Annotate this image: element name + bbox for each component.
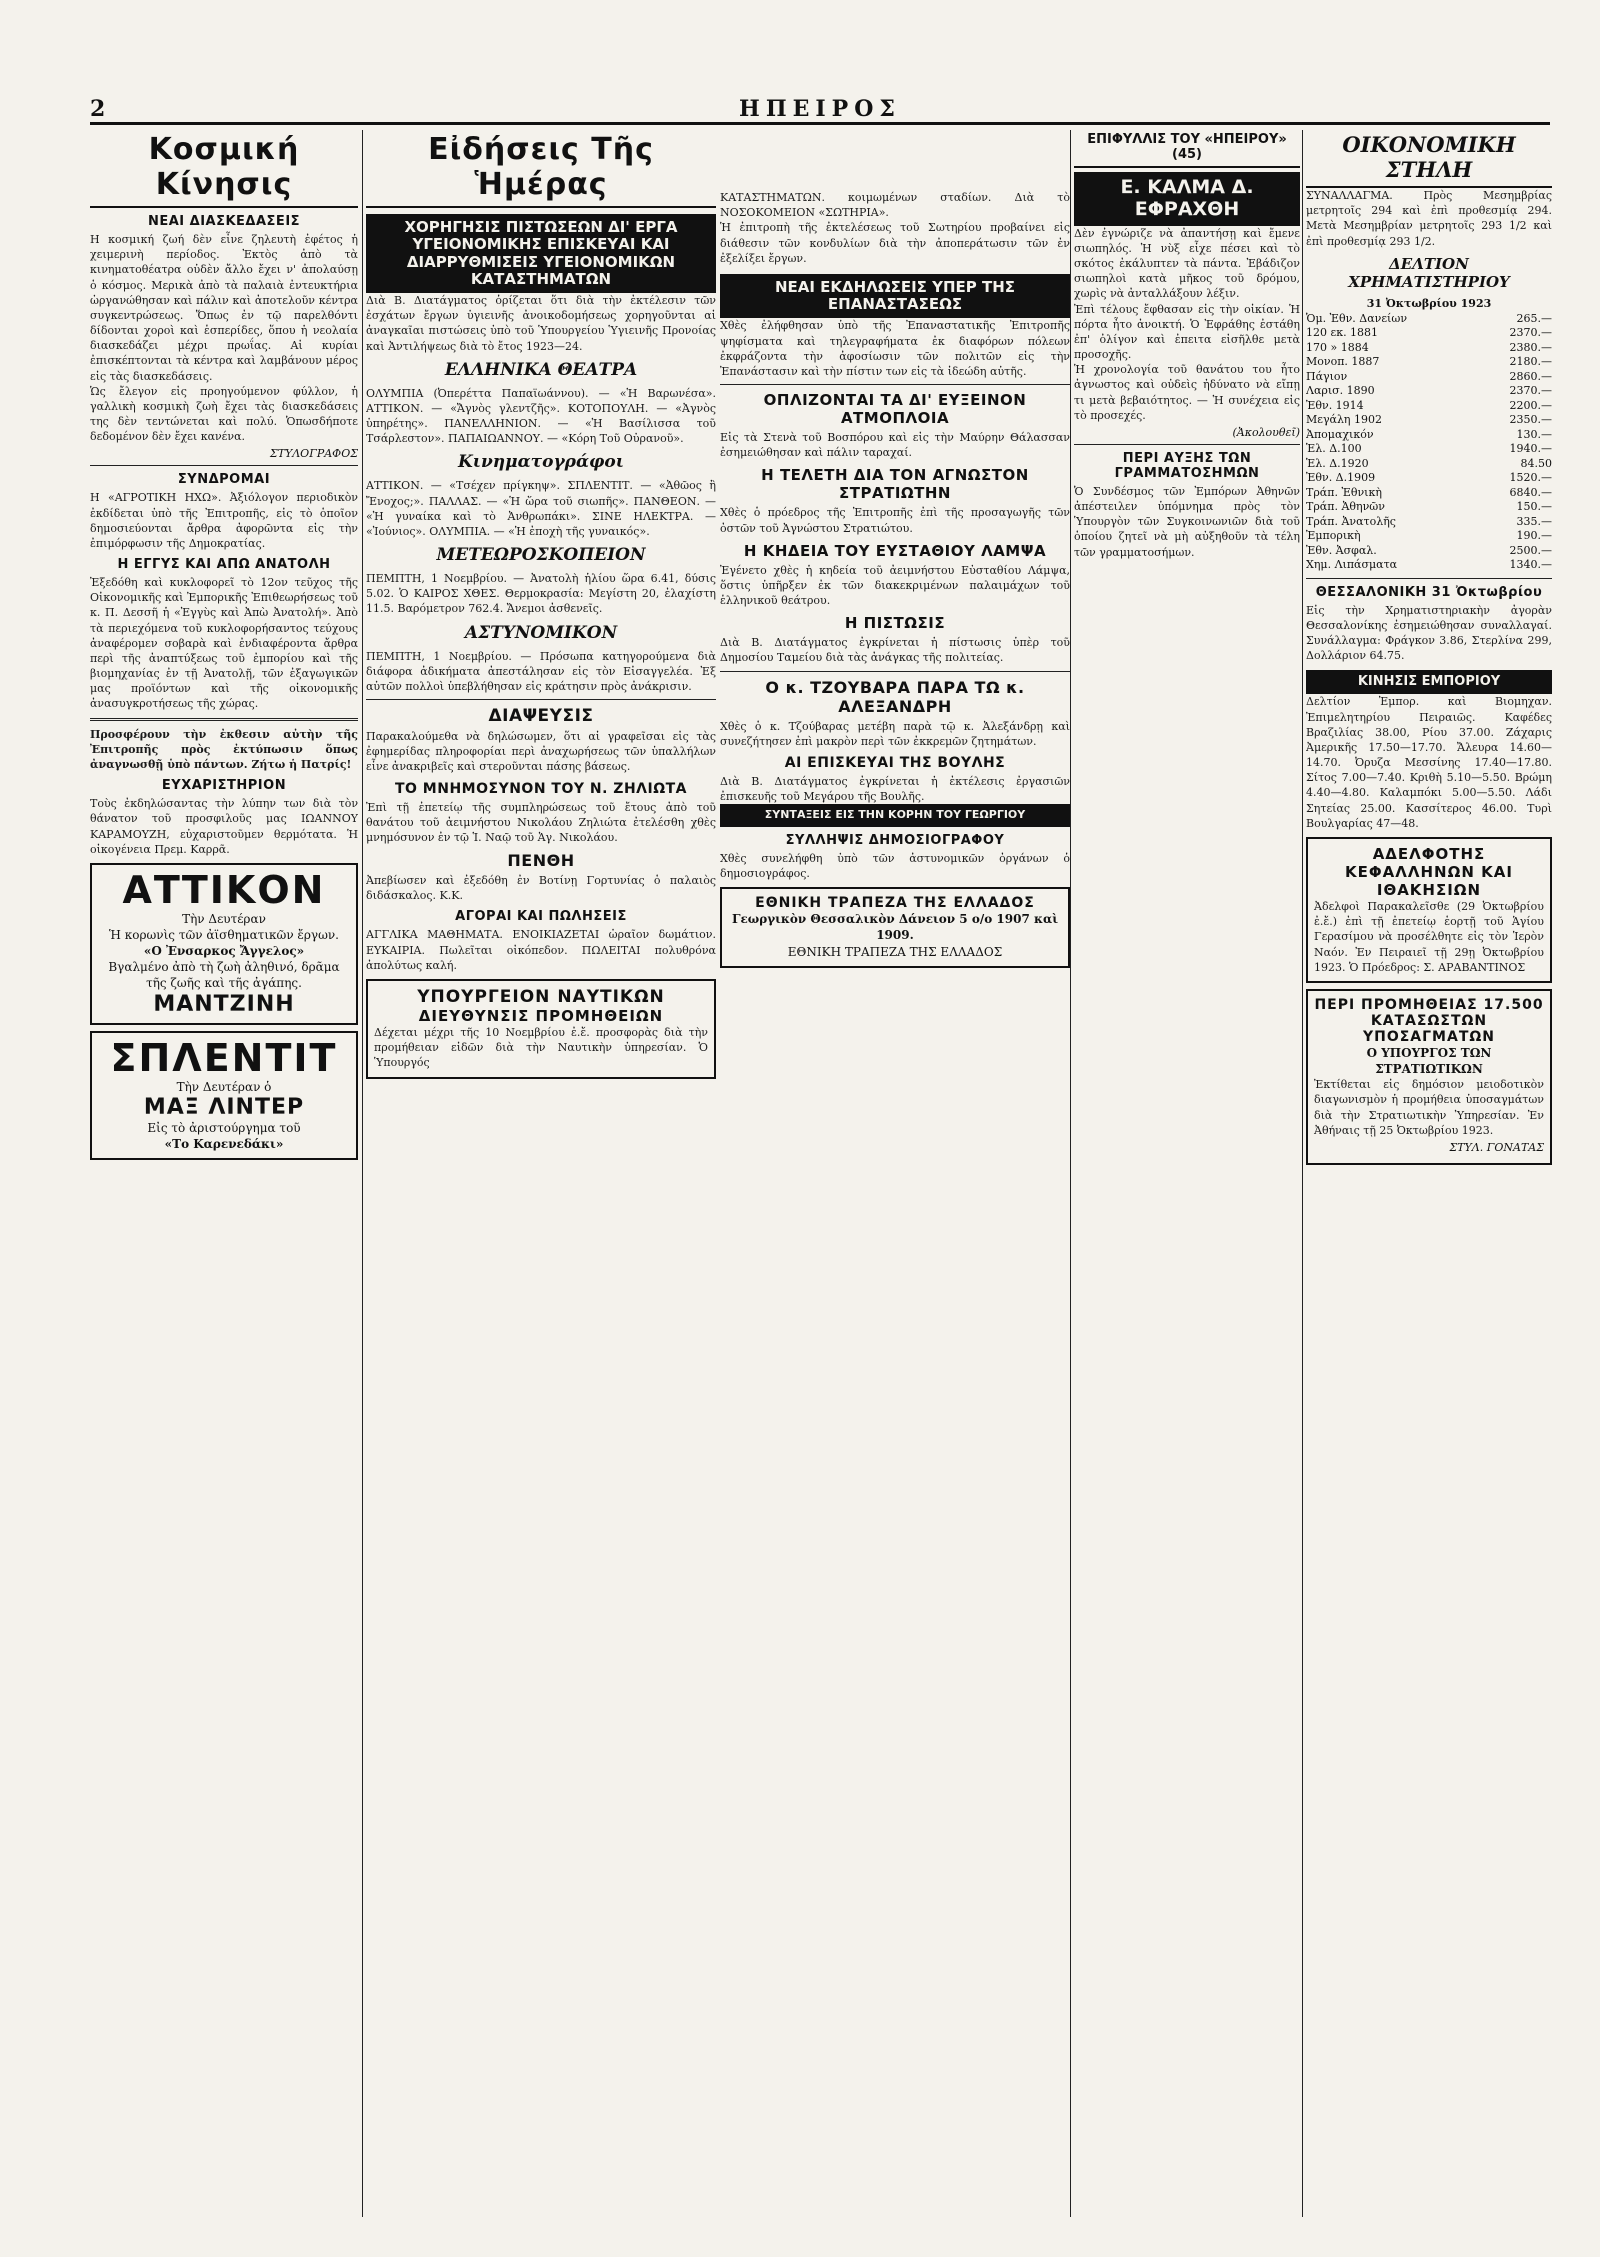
headline-box: ΣΥΝΤΑΞΕΙΣ ΕΙΣ ΤΗΝ ΚΟΡΗΝ ΤΟΥ ΓΕΩΡΓΙΟΥ [720, 804, 1070, 827]
column-divider [362, 130, 363, 2217]
article-text: Η «ΑΓΡΟΤΙΚΗ ΗΧΩ». Ἀξιόλογον περιοδικὸν ἐκδίδεται ὑπὸ τῆς Ἐπιτροπῆς, εἰς τὸ ὁποῖον δημοσιεύονται ἄρθρα ἀφορῶντα εἰς τὴν ἐπιμόρφωσιν τῆς Δημοκρατίας. [90, 491, 358, 550]
article-text: Χθὲς ἐλήφθησαν ὑπὸ τῆς Ἐπαναστατικῆς Ἐπιτροπῆς ψηφίσματα καὶ τηλεγραφήματα ἐκ διαφόρων πόλεων ἐκφράζοντα τὴν ἀφοσίωσιν τῶν πολιτῶν εἰς τὴν Ἐπανάστασιν καὶ τὴν πίστιν των εἰς τὰ ἰδεώδη αὐτῆς. [720, 319, 1070, 378]
subheading: ΠΕΝΘΗ [507, 851, 575, 871]
ad-title: ΕΘΝΙΚΗ ΤΡΑΠΕΖΑ ΤΗΣ ΕΛΛΑΔΟΣ [755, 895, 1035, 912]
article-text: Ὁ Συνδέσμος τῶν Ἐμπόρων Ἀθηνῶν ἀπέστειλεν ὑπόμνημα πρὸς τὸν Ὑπουργὸν τῶν Συγκοινωνιῶν διὰ τοῦ ὁποίου ζητεῖ νὰ μὴ αὐξηθοῦν τὰ τέλη τῶν γραμματοσήμων. [1074, 484, 1300, 559]
stock-name: Ἑλ. Δ.1920 [1306, 456, 1369, 470]
stock-row [1306, 442, 1552, 457]
ad-line: Γεωργικὸν Θεσσαλικὸν Δάνειον 5 ο/ο 1907 καὶ 1909. [731, 912, 1059, 943]
article-text: Η κοσμική ζωή δὲν εἶνε ζηλευτὴ ἐφέτος ἡ χειμερινὴ περίοδος. Ἐκτὸς ἀπὸ τὰ κινηματοθέατρα οὐδὲν ἄλλο ἔχει ν' ἀπολαύσῃ ὁ κόσμος. Μερικὰ ἀπὸ τὰ παλαιὰ ἐντευκτήρια ὡργανώθησαν καὶ πάλιν καὶ ἀποτελοῦν κέντρα συγκεντρώσεως. Ὅπως ἐν τῷ παρελθόντι δίδονται χοροὶ καὶ ἑσπερίδες, ὅπου ἡ νεολαία διασκεδάζει μέχρι πρωΐας. Αἱ κυρίαι ἐπισκέπτονται τὰ κέντρα καὶ λαμβάνουν μέρος εἰς τὰς διασκεδάσεις. [90, 233, 358, 383]
ad-title: ΣΠΛΕΝΤΙΤ [110, 1035, 338, 1080]
stock-row [1306, 529, 1552, 544]
divider [366, 699, 716, 700]
article-text: Ἐγένετο χθὲς ἡ κηδεία τοῦ ἀειμνήστου Εὐσταθίου Λάμψα, ὅστις ὑπῆρξεν ἐκ τῶν διακεκριμένων παλαιμάχων τοῦ ἑλληνικοῦ θεάτρου. [720, 563, 1070, 608]
stock-value: 1520.— [1509, 471, 1552, 485]
subheading: ΔΙΑΨΕΥΣΙΣ [488, 706, 594, 727]
stock-row [1306, 370, 1552, 385]
stock-value: 2180.— [1509, 355, 1552, 369]
ad-subtitle: Ο ΥΠΟΥΡΓΟΣ ΤΩΝ ΣΤΡΑΤΙΩΤΙΚΩΝ [1366, 1045, 1492, 1077]
ad-line: Εἰς τὸ ἀριστούργημα τοῦ [147, 1120, 301, 1135]
stock-row [1306, 355, 1552, 370]
stock-name: Μονοπ. 1887 [1306, 355, 1380, 369]
stock-name: 120 εκ. 1881 [1306, 326, 1379, 340]
subheading: ΜΕΤΕΩΡΟΣΚΟΠΕΙΟΝ [436, 545, 646, 566]
byline: ΣΤΥΛΟΓΡΑΦΟΣ [269, 447, 358, 461]
stock-row [1306, 457, 1552, 472]
subheading: ΑΓΟΡΑΙ ΚΑΙ ΠΩΛΗΣΕΙΣ [455, 909, 627, 925]
subheading: ΕΥΧΑΡΙΣΤΗΡΙΟΝ [161, 778, 287, 794]
subheading: ΕΛΛΗΝΙΚΑ ΘΕΑΤΡΑ [444, 359, 638, 380]
column-news-continued [720, 130, 1070, 2217]
subheading: ΠΕΡΙ ΑΥΞΗΣ ΤΩΝ ΓΡΑΜΜΑΤΟΣΗΜΩΝ [1114, 450, 1260, 481]
stock-value: 335.— [1516, 514, 1552, 528]
advertisement-procurement [1306, 989, 1552, 1165]
ad-line: Τὴν Δευτέραν ὁ [176, 1079, 272, 1094]
stock-row [1306, 399, 1552, 414]
stock-value: 1340.— [1509, 558, 1552, 572]
stock-name: Χημ. Λιπάσματα [1306, 558, 1398, 572]
serial-text: Δὲν ἐγνώριζε νὰ ἀπαντήσῃ καὶ ἔμενε σιωπηλός. Ἡ νὺξ εἶχε πέσει καὶ τὸ σκότος ἐκάλυπτεν τὰ πάντα. Ἐβάδιζον σιωπηλοὶ κατὰ μῆκος τοῦ δρόμου, χωρὶς νὰ ἀνταλλάξουν λέξιν. [1074, 226, 1300, 301]
article-text: Ἡ ἐπιτροπὴ τῆς ἐκτελέσεως τοῦ Σωτηρίου προβαίνει εἰς διάθεσιν τῶν κονδυλίων διὰ τὴν ἀποπεράτωσιν τῶν ἐν ἐξελίξει ἔργων. [720, 221, 1070, 265]
stock-name: Τράπ. Ἐθνικὴ [1306, 485, 1382, 499]
ad-text: Ἀδελφοὶ Παρακαλεῖσθε (29 Ὀκτωβρίου ἐ.ἔ.) ἐπὶ τῇ ἐπετείῳ ἑορτῇ τοῦ Ἁγίου Γερασίμου νὰ προσέλθητε εἰς τὸν Ἱερὸν Ναόν. Ἐν Πειραιεῖ τῇ 29ῃ Ὀκτωβρίου 1923. Ὁ Πρόεδρος: Σ. ΑΡΑΒΑΝΤΙΝΟΣ [1314, 899, 1544, 974]
ad-text: Ἐκτίθεται εἰς δημόσιον μειοδοτικὸν διαγωνισμὸν ἡ προμήθεια ὑποσαγμάτων διὰ τὴν Στρατιωτικὴν Ὑπηρεσίαν. Ἐν Ἀθήναις τῇ 25 Ὀκτωβρίου 1923. [1314, 1078, 1544, 1137]
serial-text: Ἡ χρονολογία τοῦ θανάτου του ἦτο ἀγνωστος καὶ οὐδεὶς ἠδύνατο νὰ εἴπῃ τι μετὰ βεβαιότητος. — Ἡ συνέχεια εἰς τὸ προσεχές. [1074, 363, 1300, 422]
article-text: Ἀπεβίωσεν καὶ ἐξεδόθη ἐν Βοτίνῃ Γορτυνίας ὁ παλαιὸς διδάσκαλος. Κ.Κ. [366, 874, 716, 903]
advertisement-splendid [90, 1031, 358, 1160]
divider [1074, 444, 1300, 445]
stock-value: 2370.— [1509, 384, 1552, 398]
headline: ΑΙ ΕΠΙΣΚΕΥΑΙ ΤΗΣ ΒΟΥΛΗΣ [784, 754, 1006, 771]
headline: ΟΠΛΙΖΟΝΤΑΙ ΤΑ ΔΙ' ΕΥΞΕΙΝΟΝ ΑΤΜΟΠΛΟΙΑ [763, 391, 1027, 428]
stock-value: 6840.— [1509, 485, 1552, 499]
section-title-news: Εἰδήσεις Τῆς Ἡμέρας [366, 130, 716, 208]
stock-row [1306, 500, 1552, 515]
page-number: 2 [90, 96, 106, 122]
article-text: Ἐπὶ τῇ ἐπετείῳ τῆς συμπληρώσεως τοῦ ἔτους ἀπὸ τοῦ θανάτου τοῦ ἀειμνήστου Νικολάου Ζηλιώτα ἐτελέσθη χθὲς μνημόσυνον ἐν τῷ Ἱ. Ναῷ τοῦ Ἁγ. Νικολάου. [366, 800, 716, 844]
article-text: Προσφέρουν τὴν ἐκθεσιν αὐτὴν τῆς Ἐπιτροπῆς πρὸς ἐκτύπωσιν ὅπως ἀναγνωσθῇ ὑπὸ πάντων. Ζήτω ἡ Πατρίς! [90, 727, 358, 771]
ad-line: Βγαλμένο ἀπὸ τὴ ζωὴ ἀληθινό, δρᾶμα τῆς ζωῆς καὶ τῆς ἀγάπης. [108, 960, 340, 991]
section-title-finance: ΟΙΚΟΝΟΜΙΚΗ ΣΤΗΛΗ [1306, 130, 1552, 188]
column-finance [1306, 130, 1552, 2217]
article-text: Διὰ Β. Διατάγματος ἐγκρίνεται ἡ ἐκτέλεσις ἐργασιῶν ἐπισκευῆς τοῦ Μεγάρου τῆς Βουλῆς. [720, 774, 1070, 804]
stock-value: 190.— [1516, 529, 1552, 543]
article-text: ΑΓΓΛΙΚΑ ΜΑΘΗΜΑΤΑ. ΕΝΟΙΚΙΑΖΕΤΑΙ ὡραῖον δωμάτιον. ΕΥΚΑΙΡΙΑ. Πωλεῖται οἰκόπεδον. ΠΩΛΕΙΤΑΙ πολυθρόνα ἀπολύτως καλή. [366, 928, 716, 972]
paper-name: ΗΠΕΙΡΟΣ [739, 96, 901, 122]
stock-name: 170 » 1884 [1306, 340, 1369, 354]
stock-name: Ἀπομαχικόν [1306, 427, 1374, 441]
divider [1306, 578, 1552, 579]
article-text: ΣΥΝΑΛΛΑΓΜΑ. Πρὸς Μεσημβρίας μετρητοῖς 294 καὶ ἐπὶ προθεσμίᾳ 294. Μετὰ Μεσημβρίαν μετρητοῖς 293 1/2 καὶ ἐπὶ προθεσμίᾳ 293 1/2. [1306, 189, 1552, 248]
stock-value: 2200.— [1509, 398, 1552, 412]
headline-box: ΧΟΡΗΓΗΣΙΣ ΠΙΣΤΩΣΕΩΝ ΔΙ' ΕΡΓΑ ΥΓΕΙΟΝΟΜΙΚΗΣ ΕΠΙΣΚΕΥΑΙ ΚΑΙ ΔΙΑΡΡΥΘΜΙΣΕΙΣ ΥΓΕΙΟΝΟΜΙΚΩΝ ΚΑΤΑΣΤΗΜΑΤΩΝ [366, 214, 716, 293]
ad-text: Δέχεται μέχρι τῆς 10 Νοεμβρίου ἐ.ἔ. προσφορὰς διὰ τὴν προμήθειαν εἰδῶν διὰ τὴν Ναυτικὴν ὑπηρεσίαν. Ὁ Ὑπουργός [374, 1025, 708, 1070]
stock-value: 150.— [1516, 500, 1552, 514]
divider [90, 465, 358, 466]
article-text: Χθὲς ὁ πρόεδρος τῆς Ἐπιτροπῆς ἐπὶ τῆς προσαγωγῆς τῶν ὀστῶν τοῦ Ἀγνώστου Στρατιώτου. [720, 506, 1070, 535]
stock-row [1306, 558, 1552, 573]
ad-title: ΑΔΕΛΦΟΤΗΣ ΚΕΦΑΛΛΗΝΩΝ ΚΑΙ ΙΘΑΚΗΣΙΩΝ [1345, 844, 1513, 899]
column-news [366, 130, 716, 2217]
ad-title: ΥΠΟΥΡΓΕΙΟΝ ΝΑΥΤΙΚΩΝ [417, 986, 665, 1007]
stock-value: 2380.— [1509, 340, 1552, 354]
ad-line: «Ο Ἐνσαρκος Ἄγγελος» [143, 944, 305, 959]
divider [720, 384, 1070, 385]
stock-name: Μεγάλη 1902 [1306, 413, 1383, 427]
stock-table [1306, 312, 1552, 573]
stock-value: 2370.— [1509, 326, 1552, 340]
advertisement-attikon [90, 863, 358, 1025]
article-text: ΠΕΜΠΤΗ, 1 Νοεμβρίου. — Πρόσωπα κατηγορούμενα διὰ διάφορα ἀδικήματα ἀπεστάλησαν εἰς τὸν Εἰσαγγελέα. Ἐξ αὐτῶν πολλοὶ ὑπεβλήθησαν εἰς κράτησιν πρὸς ἀνάκρισιν. [366, 649, 716, 693]
masthead [90, 96, 1550, 125]
article-text: Εἰς τὴν Χρηματιστηριακὴν ἀγορὰν Θεσσαλονίκης ἐσημειώθησαν συναλλαγαί. Συνάλλαγμα: Φράγκον 3.86, Στερλίνα 299, Δολλάριον 64.75. [1306, 603, 1552, 663]
bulletin-date: 31 Ὀκτωβρίου 1923 [1366, 296, 1492, 310]
stock-name: Λαρισ. 1890 [1306, 384, 1375, 398]
ad-title: ΑΤΤΙΚΟΝ [122, 867, 326, 912]
stock-name: Ἐθν. Ἀσφαλ. [1306, 543, 1377, 557]
article-text: Χθὲς ὁ κ. Τζούβαρας μετέβη παρὰ τῷ κ. Ἀλεξάνδρῃ καὶ συνεζήτησεν ἐπὶ μακρὸν περὶ τῶν ἐκκρεμῶν ζητημάτων. [720, 719, 1070, 748]
stock-row [1306, 486, 1552, 501]
article-text: ΑΤΤΙΚΟΝ. — «Τσέχεν πρίγκηψ». ΣΠΛΕΝΤΙΤ. — «Ἀθῶος ἢ Ἔνοχος;». ΠΑΛΛΑΣ. — «Ἡ ὥρα τοῦ σιωπῆς». ΠΑΝΘΕΟΝ. — «Ἡ γυναίκα καὶ τὸ Ἀνθρωπάκι». ΣΙΝΕ ΗΛΕΚΤΡΑ. — «Ἰούνιος». ΟΛΥΜΠΙΑ. — «Ἡ ἐποχὴ τῆς γυναικός». [366, 479, 716, 538]
serial-continues: (Ἀκολουθεῖ) [1232, 425, 1300, 439]
article-text: Δελτίον Ἐμπορ. καὶ Βιομηχαν. Ἐπιμελητηρίου Πειραιῶς. Καφέδες Βραζιλίας 38.00, Ρίου 37.00. Ζάχαρις Ἀμερικῆς 17.50—17.70. Ἄλευρα 14.60—14.70. Ὀρυζα Μεσσίνης 17.40—17.80. Σίτος 7.00—7.40. Κριθὴ 5.10—5.50. Βρώμη 4.40—4.80. Καλαμπόκι 5.00—5.50. Λάδι Σητείας 25.00. Κασσίτερος 46.00. Τυρὶ Βουλγαρίας 47—48. [1306, 695, 1552, 830]
article-text: Ἐξεδόθη καὶ κυκλοφορεῖ τὸ 12ον τεῦχος τῆς Οἰκονομικῆς καὶ Ἐμπορικῆς Ἐπιθεωρήσεως τοῦ κ. Π. Δεσσῆ ἡ «Ἐγγὺς καὶ Ἀπὼ Ἀνατολή». Ἀπὸ τὰ περιεχόμενα τοῦ κυκλοφορήσαντος τεύχους ἀναφέρομεν σοβαρὰ καὶ ἐνδιαφέροντα ἄρθρα περὶ τῆς ἀναπτύξεως τοῦ ἐμπορίου καὶ τῆς βιομηχανίας ἐν τῇ Ἀνατολῇ, τῶν ἐξαγωγικῶν μας προϊόντων καὶ τῆς οἰκονομικῆς ἀνασυγκροτήσεως τῆς χώρας. [90, 576, 358, 711]
stock-name: Ἐθν. Δ.1909 [1306, 471, 1376, 485]
advertisement-ministry [366, 979, 716, 1079]
subheading: Κινηματογράφοι [457, 452, 624, 473]
ad-star-name: ΜΑΞ ΛΙΝΤΕΡ [143, 1094, 305, 1120]
article-text: Χθὲς συνελήφθη ὑπὸ τῶν ἀστυνομικῶν ὀργάνων ὁ δημοσιογράφος. [720, 851, 1070, 881]
stock-name: Ὁμ. Ἐθν. Δανείων [1306, 311, 1408, 325]
ad-line: «Το Καρενεδάκι» [164, 1136, 284, 1151]
column-divider [1302, 130, 1303, 2217]
stock-row [1306, 413, 1552, 428]
serial-title: Ε. ΚΑΛΜΑ Δ. ΕΦΡΑΧΘΗ [1074, 172, 1300, 226]
headline: Η ΚΗΔΕΙΑ ΤΟΥ ΕΥΣΤΑΘΙΟΥ ΛΑΜΨΑ [743, 541, 1047, 560]
advertisement-bank [720, 887, 1070, 968]
ad-subtitle: ΔΙΕΥΘΥΝΣΙΣ ΠΡΟΜΗΘΕΙΩΝ [418, 1006, 664, 1025]
ad-line: Ἡ κορωνὶς τῶν ἀϊσθηματικῶν ἔργων. [109, 927, 339, 942]
stock-row [1306, 312, 1552, 327]
article-text: Τοὺς ἐκδηλώσαντας τὴν λύπην των διὰ τὸν θάνατον τοῦ προσφιλοῦς μας ΙΩΑΝΝΟΥ ΚΑΡΑΜΟΥΖΗ, εὐχαριστοῦμεν θερμότατα. Ἡ οἰκογένεια Πρεμ. Καρρᾶ. [90, 797, 358, 856]
stock-value: 2350.— [1509, 413, 1552, 427]
stock-row [1306, 471, 1552, 486]
serial-text: Ἐπὶ τέλους ἔφθασαν εἰς τὴν οἰκίαν. Ἡ πόρτα ἦτο ἀνοικτή. Ὁ Ἐφράθης ἐστάθη ἐπ' ὀλίγον καὶ ἐπειτα εἰσῆλθε μετὰ προσοχῆς. [1074, 302, 1300, 362]
subheading: ΑΣΤΥΝΟΜΙΚΟΝ [464, 622, 618, 643]
stock-name: Τράπ. Ἀθηνῶν [1306, 500, 1385, 514]
column-serial [1074, 130, 1300, 2217]
article-text: Διὰ Β. Διατάγματος ὁρίζεται ὅτι διὰ τὴν ἐκτέλεσιν τῶν ἐσχάτων ἔργων ὑγιεινῆς ἀνοικοδομήσεως χορηγοῦνται αἱ ἀναγκαῖαι πιστώσεις ὑπὸ τοῦ Ὑπουργείου Ὑγιεινῆς Προνοίας καὶ Ἀντιλήψεως διὰ τὸ ἔτος 1923—24. [366, 294, 716, 353]
stock-value: 130.— [1516, 427, 1552, 441]
subheading: ΣΥΝΔΡΟΜΑΙ [177, 472, 271, 488]
stock-value: 2860.— [1509, 369, 1552, 383]
stock-value: 1940.— [1509, 442, 1552, 456]
stock-name: Ἑλ. Δ.100 [1306, 442, 1362, 456]
headline: Η ΤΕΛΕΤΗ ΔΙΑ ΤΟΝ ΑΓΝΩΣΤΟΝ ΣΤΡΑΤΙΩΤΗΝ [761, 466, 1029, 503]
stock-row [1306, 428, 1552, 443]
stock-name: Πάγιον [1306, 369, 1348, 383]
article-text: Διὰ Β. Διατάγματος ἐγκρίνεται ἡ πίστωσις ὑπὲρ τοῦ Δημοσίου Ταμείου διὰ τὰς ἀνάγκας τῆς πολιτείας. [720, 636, 1070, 665]
stock-value: 84.50 [1520, 456, 1552, 470]
headline-box: ΚΙΝΗΣΙΣ ΕΜΠΟΡΙΟΥ [1306, 670, 1552, 695]
article-text: ΠΕΜΠΤΗ, 1 Νοεμβρίου. — Ἀνατολὴ ἡλίου ὥρα 6.41, δύσις 5.02. Ὁ ΚΑΙΡΟΣ ΧΘΕΣ. Θερμοκρασία: Μεγίστη 20, ἐλαχίστη 11.5. Βαρόμετρον 762.4. Ἄνεμοι ἀσθενεῖς. [366, 572, 716, 616]
ad-signature: ΣΤΥΛ. ΓΟΝΑΤΑΣ [1449, 1140, 1544, 1154]
column-divider [1070, 130, 1071, 2217]
stock-value: 2500.— [1509, 543, 1552, 557]
advertisement-association [1306, 837, 1552, 983]
stock-name: Ἐθν. 1914 [1306, 398, 1364, 412]
article-text: Παρακαλούμεθα νὰ δηλώσωμεν, ὅτι αἱ γραφεῖσαι εἰς τὰς ἐφημερίδας πληροφορίαι περὶ ἀναχωρήσεως τῶν ὑπαλλήλων εἶνε ἀνακριβεῖς καὶ στεροῦνται πάσης βάσεως. [366, 730, 716, 774]
subheading: ΝΕΑΙ ΔΙΑΣΚΕΔΑΣΕΙΣ [147, 214, 301, 229]
headline: Ο κ. ΤΖΟΥΒΑΡΑ ΠΑΡΑ ΤΩ κ. ΑΛΕΞΑΝΔΡΗ [765, 677, 1025, 716]
article-text: Εἰς τὰ Στενὰ τοῦ Βοσπόρου καὶ εἰς τὴν Μαύρην Θάλασσαν ἐσημειώθησαν καὶ πάλιν ταραχαί. [720, 431, 1070, 460]
article-text: Ὡς ἔλεγον εἰς προηγούμενον φύλλον, ἡ γαλλικὴ κοσμικὴ ζωὴ ἔχει τὰς διασκεδάσεις της δὲν τεντώνεται καὶ πολύ. Ὁπωσδήποτε δεδομένον δὲν ἔχει κανένα. [90, 384, 358, 444]
subheading: ΔΕΛΤΙΟΝ ΧΡΗΜΑΤΙΣΤΗΡΙΟΥ [1348, 254, 1510, 291]
stock-name: Τράπ. Ἀνατολῆς [1306, 514, 1396, 528]
headline: ΣΥΛΛΗΨΙΣ ΔΗΜΟΣΙΟΓΡΑΦΟΥ [785, 832, 1005, 848]
subheading: ΘΕΣΣΑΛΟΝΙΚΗ 31 Ὀκτωβρίου [1315, 584, 1543, 600]
article-text: ΚΑΤΑΣΤΗΜΑΤΩΝ. κοιμωμένων σταδίων. Διὰ τὸ ΝΟΣΟΚΟΜΕΙΟΝ «ΣΩΤΗΡΙΑ». [720, 191, 1070, 220]
ad-star-name: ΜΑΝΤΖΙΝΗ [153, 991, 295, 1017]
stock-row [1306, 384, 1552, 399]
stock-name: Ἐμπορικὴ [1306, 529, 1361, 543]
stock-row [1306, 515, 1552, 530]
headline-box: ΝΕΑΙ ΕΚΔΗΛΩΣΕΙΣ ΥΠΕΡ ΤΗΣ ΕΠΑΝΑΣΤΑΣΕΩΣ [720, 274, 1070, 319]
headline: Η ΠΙΣΤΩΣΙΣ [844, 614, 946, 633]
ad-line: ΕΘΝΙΚΗ ΤΡΑΠΕΖΑ ΤΗΣ ΕΛΛΑΔΟΣ [787, 944, 1003, 959]
subheading: ΤΟ ΜΝΗΜΟΣΥΝΟΝ ΤΟΥ Ν. ΖΗΛΙΩΤΑ [394, 780, 687, 797]
stock-row [1306, 326, 1552, 341]
column-social [90, 130, 358, 2217]
section-title-social: Κοσμική Κίνησις [90, 130, 358, 208]
serial-header: ΕΠΙΦΥΛΛΙΣ ΤΟΥ «ΗΠΕΙΡΟΥ» (45) [1074, 130, 1300, 168]
ad-line: Τὴν Δευτέραν [182, 911, 266, 926]
divider [90, 718, 358, 721]
stock-row [1306, 544, 1552, 559]
stock-value: 265.— [1516, 311, 1552, 325]
subheading: Η ΕΓΓΥΣ ΚΑΙ ΑΠΩ ΑΝΑΤΟΛΗ [117, 557, 331, 573]
article-text: ΟΛΥΜΠΙΑ (Ὀπερέττα Παπαϊωάννου). — «Ἡ Βαρωνέσα». ΑΤΤΙΚΟΝ. — «Ἄγνὸς γλεντζῆς». ΚΟΤΟΠΟΥΛΗ. — «Ἀγνὸς ὑπηρέτης». ΠΑΝΕΛΛΗΝΙΟΝ. — «Ἡ Βασίλισσα τοῦ Τσάρλεστον». ΠΑΠΑΙΩΑΝΝΟΥ. — «Κόρη Τοῦ Οὐρανοῦ». [366, 386, 716, 446]
divider [720, 671, 1070, 672]
stock-row [1306, 341, 1552, 356]
ad-title: ΠΕΡΙ ΠΡΟΜΗΘΕΙΑΣ 17.500 ΚΑΤΑΣΩΣΤΩΝ ΥΠΟΣΑΓΜΑΤΩΝ [1314, 996, 1544, 1045]
